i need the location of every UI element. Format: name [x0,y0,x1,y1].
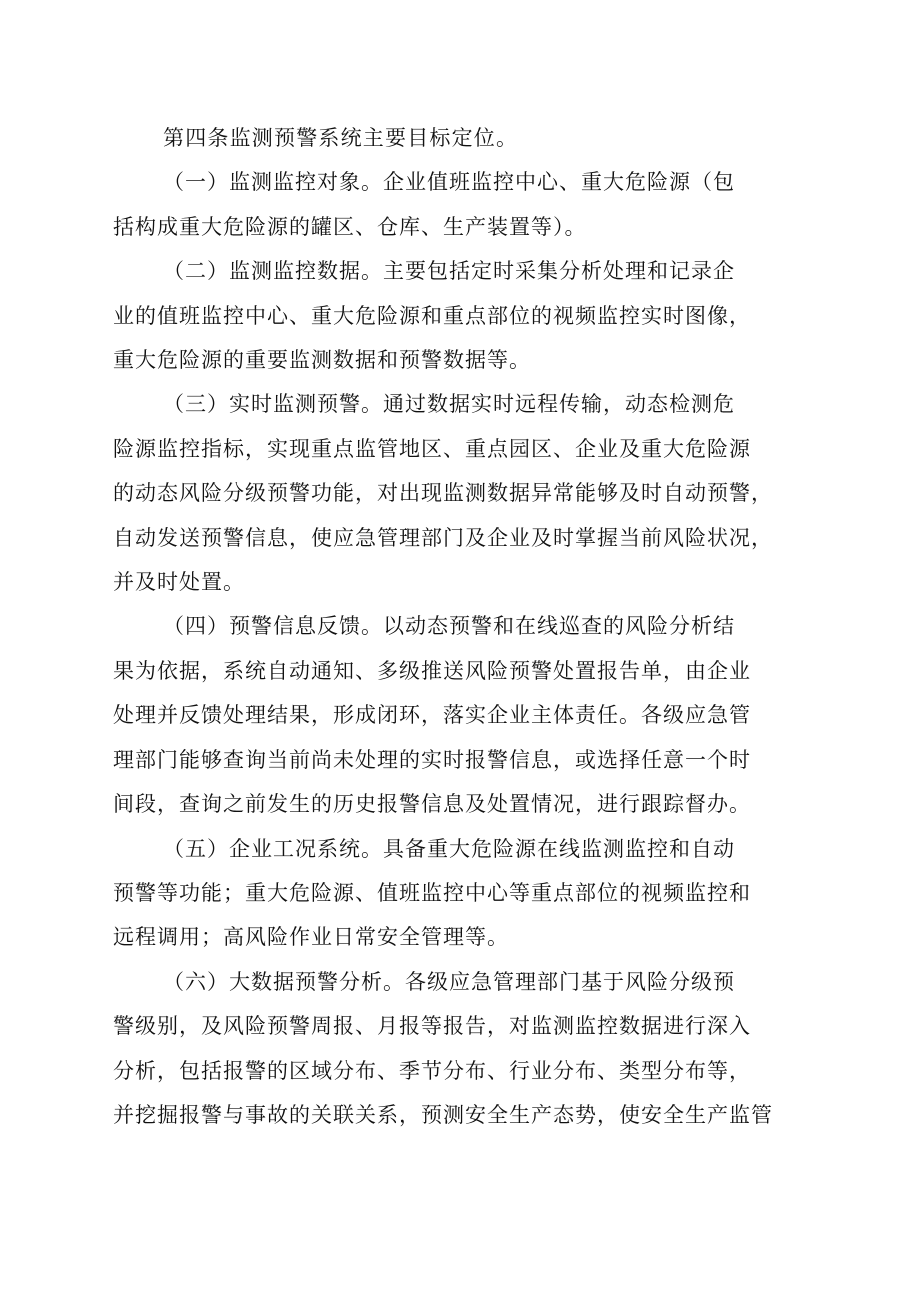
paragraph-line: 自动发送预警信息，使应急管理部门及企业及时掌握当前风险状况， [113,525,773,550]
paragraph-line: （四）预警信息反馈。以动态预警和在线巡查的风险分析结 [163,614,735,639]
article-heading [113,116,798,160]
paragraph-line: （三）实时监测预警。通过数据实时远程传输，动态检测危 [163,392,735,417]
paragraph-line: 远程调用；高风险作业日常安全管理等。 [113,925,509,950]
paragraph-line: 并挖掘报警与事故的关联关系，预测安全生产态势，使安全生产监管 [113,1102,773,1127]
paragraph-line: 理部门能够查询当前尚未处理的实时报警信息，或选择任意一个时 [113,747,751,772]
paragraph-line: （五）企业工况系统。具备重大危险源在线监测监控和自动 [163,836,735,861]
paragraph-line: 预警等功能；重大危险源、值班监控中心等重点部位的视频监控和 [113,880,751,905]
paragraph-line: 险源监控指标，实现重点监管地区、重点园区、企业及重大危险源 [113,436,751,461]
paragraph-1 [113,160,798,249]
paragraph-line: 并及时处置。 [113,570,245,595]
paragraph-4 [113,604,798,826]
paragraph-line: 括构成重大危险源的罐区、仓库、生产装置等）。 [113,214,587,239]
paragraph-line: 业的值班监控中心、重大危险源和重点部位的视频监控实时图像， [113,303,751,328]
paragraph-line: 果为依据，系统自动通知、多级推送风险预警处置报告单，由企业 [113,658,751,683]
paragraph-line: （二）监测监控数据。主要包括定时采集分析处理和记录企 [163,259,735,284]
paragraph-2 [113,249,798,382]
paragraph-line: 处理并反馈处理结果，形成闭环，落实企业主体责任。各级应急管 [113,703,751,728]
paragraph-line: （六）大数据预警分析。各级应急管理部门基于风险分级预 [163,969,735,994]
heading-text: 第四条监测预警系统主要目标定位。 [163,126,519,150]
paragraph-3 [113,382,798,604]
paragraph-line: 间段，查询之前发生的历史报警信息及处置情况，进行跟踪督办。 [113,792,751,817]
paragraph-line: 警级别，及风险预警周报、月报等报告，对监测监控数据进行深入 [113,1014,751,1039]
paragraph-line: 分析，包括报警的区域分布、季节分布、行业分布、类型分布等， [113,1058,751,1083]
paragraph-line: （一）监测监控对象。企业值班监控中心、重大危险源（包 [163,170,735,195]
paragraph-5 [113,827,798,960]
paragraph-line: 重大危险源的重要监测数据和预警数据等。 [113,348,531,373]
paragraph-6 [113,960,798,1138]
document-body [113,116,798,1137]
paragraph-line: 的动态风险分级预警功能，对出现监测数据异常能够及时自动预警， [113,481,773,506]
